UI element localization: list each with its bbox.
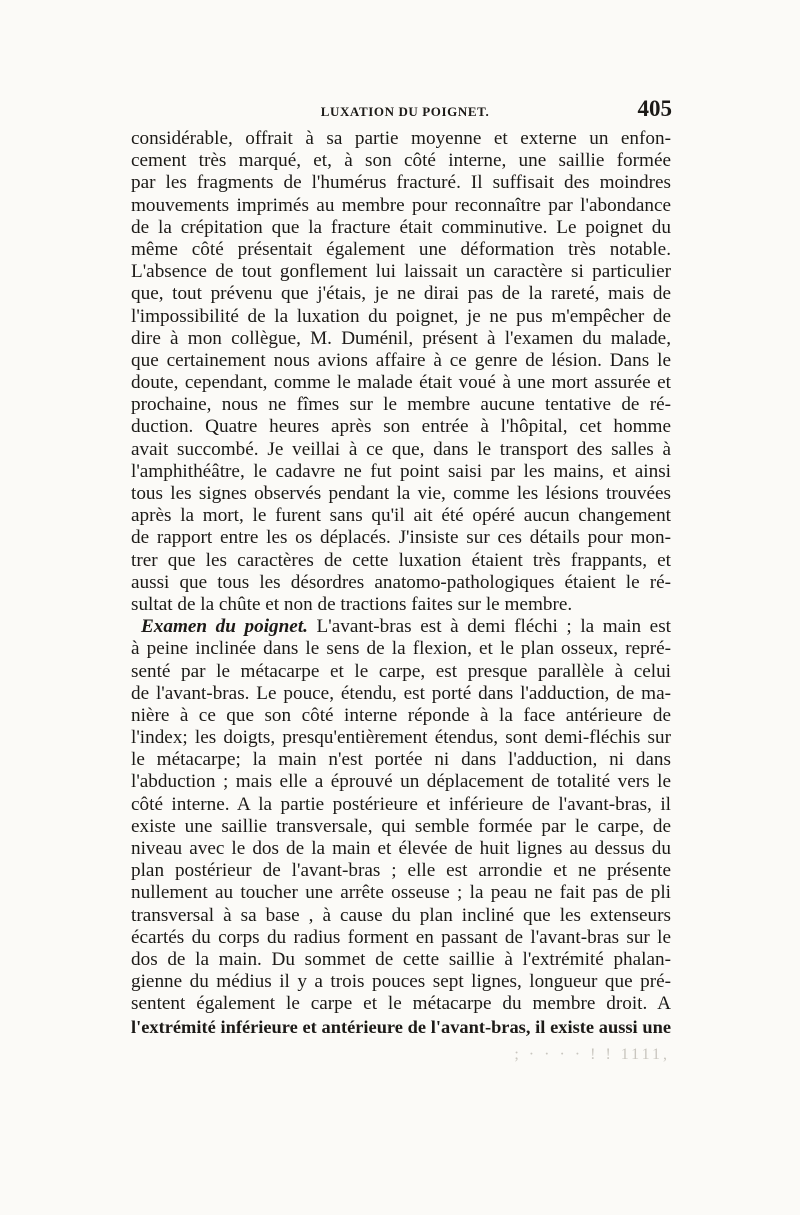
text-line: duction. Quatre heures après son entrée à l'hôpital, cet homme [131,416,671,438]
body-text [131,128,671,1038]
section-lead: Examen du poignet. [141,616,308,638]
text-line: même côté présentait également une déformation très notable. [131,238,671,260]
text-line: à peine inclinée dans le sens de la flexion, et le plan osseux, repré- [131,638,671,660]
text-line: considérable, offrait à sa partie moyenne et externe un enfon- [131,128,671,149]
text-line: nullement au toucher une arrête osseuse ; la peau ne fait pas de pli [131,882,671,904]
text-line: après la mort, le furent sans qu'il ait été opéré aucun changement [131,505,671,527]
text-line: le métacarpe; la main n'est portée ni dans l'adduction, ni dans [131,749,671,771]
text-line: que, tout prévenu que j'étais, je ne dirai pas de la rareté, mais de [131,283,671,305]
text-line: de la crépitation que la fracture était comminutive. Le poignet du [131,216,671,238]
text-line: niveau avec le dos de la main et élevée de huit lignes au dessus du [131,838,671,859]
text-line: dire à mon collègue, M. Duménil, présent à l'examen du malade, [131,327,671,349]
section-opening-text: L'avant-bras est à demi fléchi ; la main est [316,616,672,638]
running-head [138,96,672,126]
text-line: aussi que tous les désordres anatomo-pathologiques étaient le ré- [131,571,671,593]
text-line: nière à ce que son côté interne réponde à la face antérieure de [131,704,671,726]
running-title: LUXATION DU POIGNET. [320,104,490,119]
text-line: l'abduction ; mais elle a éprouvé un déplacement de totalité vers le [131,771,671,793]
text-line: plan postérieur de l'avant-bras ; elle est arrondie et ne présente [131,860,671,882]
text-line: de rapport entre les os déplacés. J'insiste sur ces détails pour mon- [131,527,671,549]
text-line: senté par le métacarpe et le carpe, est presque parallèle à celui [131,660,671,682]
text-line: côté interne. A la partie postérieure et inférieure de l'avant-bras, il [131,793,671,815]
text-line: tous les signes observés pendant la vie, comme les lésions trouvées [131,483,671,504]
text-line: gienne du médius il y a trois pouces sept lignes, longueur que pré- [131,971,671,993]
text-line: dos de la main. Du sommet de cette saillie à l'extrémité phalan- [131,948,671,970]
text-line: sultat de la chûte et non de tractions faites sur le membre. [131,593,573,615]
text-line: que certainement nous avions affaire à ce genre de lésion. Dans le [131,349,671,371]
text-line: sentent également le carpe et le métacarpe du membre droit. A [131,993,671,1015]
section-opening-line [131,616,671,638]
text-line: mouvements imprimés au membre pour reconnaître par l'abondance [131,194,671,216]
text-line: trer que les caractères de cette luxation étaient très frappants, et [131,549,671,571]
page-number: 405 [637,96,672,121]
text-line: doute, cependant, comme le malade était voué à une mort assurée et [131,372,671,394]
text-line: l'index; les doigts, presqu'entièrement étendus, sont demi-fléchis sur [131,727,671,749]
text-line: de l'avant-bras. Le pouce, étendu, est porté dans l'adduction, de ma- [131,682,671,704]
text-line: cement très marqué, et, à son côté interne, une saillie formée [131,150,671,172]
text-line: avait succombé. Je veillai à ce que, dans le transport des salles à [131,438,671,460]
text-line: l'extrémité inférieure et antérieure de l'avant-bras, il existe aussi une [131,1016,671,1037]
text-line: existe une saillie transversale, qui semble formée par le carpe, de [131,815,671,837]
text-line: prochaine, nous ne fîmes sur le membre aucune tentative de ré- [131,394,671,416]
bleed-through-text: ; · · · · ! ! 1111, [514,1046,670,1063]
text-line: l'amphithéâtre, le cadavre ne fut point saisi par les mains, et ainsi [131,460,671,482]
text-line: transversal à sa base , à cause du plan incliné que les extenseurs [131,904,671,926]
text-line: par les fragments de l'humérus fracturé. Il suffisait des moindres [131,172,671,194]
text-line: L'absence de tout gonflement lui laissait un caractère si particulier [131,261,671,283]
text-line: l'impossibilité de la luxation du poignet, je ne pus m'empêcher de [131,305,671,327]
text-line: écartés du corps du radius forment en passant de l'avant-bras sur le [131,926,671,948]
